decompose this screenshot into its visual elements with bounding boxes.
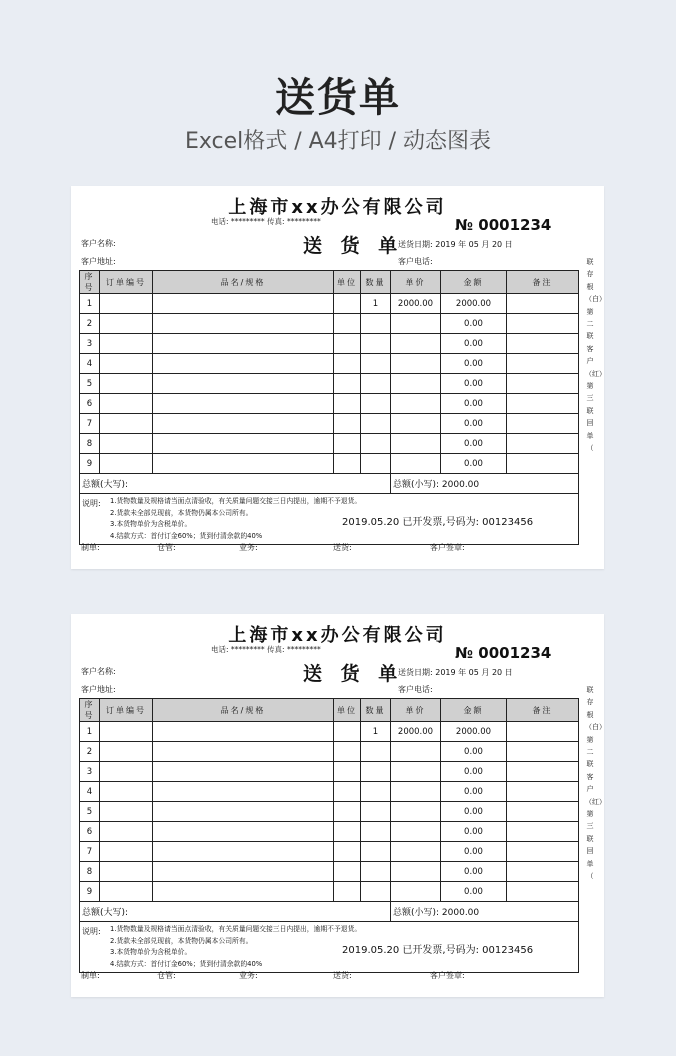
unit-cell[interactable]	[334, 862, 361, 882]
column-header: 数量	[361, 699, 391, 722]
product-spec-cell[interactable]	[153, 454, 334, 474]
product-spec-cell[interactable]	[153, 394, 334, 414]
row-number[interactable]: 5	[80, 802, 100, 822]
amount-cell[interactable]: 0.00	[441, 742, 507, 762]
column-header: 单位	[334, 271, 361, 294]
remark-cell[interactable]	[507, 802, 579, 822]
remark-cell[interactable]	[507, 294, 579, 314]
product-spec-cell[interactable]	[153, 414, 334, 434]
delivery-note-card-1	[71, 186, 604, 569]
unit-cell[interactable]	[334, 374, 361, 394]
notes-list	[110, 924, 361, 970]
table-row	[80, 802, 579, 822]
order-number-cell[interactable]	[100, 742, 153, 762]
column-header: 金额	[441, 699, 507, 722]
row-number[interactable]: 8	[80, 862, 100, 882]
total-upper-label: 总额(大写):	[80, 902, 391, 922]
order-number-cell[interactable]	[100, 842, 153, 862]
order-number-cell[interactable]	[100, 294, 153, 314]
order-number-cell[interactable]	[100, 862, 153, 882]
product-spec-cell[interactable]	[153, 374, 334, 394]
quantity-cell[interactable]	[361, 822, 391, 842]
signature-label: 客户签章:	[430, 543, 465, 552]
amount-cell[interactable]: 0.00	[441, 374, 507, 394]
column-header: 备注	[507, 699, 579, 722]
amount-cell[interactable]: 2000.00	[441, 294, 507, 314]
unit-cell[interactable]	[334, 722, 361, 742]
table-row	[80, 882, 579, 902]
unit-price-cell[interactable]	[391, 414, 441, 434]
unit-price-cell[interactable]	[391, 882, 441, 902]
unit-price-cell[interactable]	[391, 742, 441, 762]
document-number: № 0001234	[455, 644, 552, 662]
signature-label: 送货:	[333, 543, 352, 552]
amount-cell[interactable]: 0.00	[441, 334, 507, 354]
amount-cell[interactable]: 0.00	[441, 802, 507, 822]
amount-cell[interactable]: 0.00	[441, 782, 507, 802]
notes-list	[110, 496, 361, 542]
row-number[interactable]: 6	[80, 394, 100, 414]
row-number[interactable]: 5	[80, 374, 100, 394]
document-title: 送 货 单	[303, 663, 404, 685]
unit-cell[interactable]	[334, 354, 361, 374]
column-header: 序号	[80, 271, 100, 294]
unit-price-cell[interactable]	[391, 862, 441, 882]
column-header: 单价	[391, 271, 441, 294]
unit-price-cell[interactable]	[391, 762, 441, 782]
product-spec-cell[interactable]	[153, 882, 334, 902]
quantity-cell[interactable]	[361, 802, 391, 822]
unit-cell[interactable]	[334, 314, 361, 334]
customer-address-label: 客户地址:	[81, 257, 116, 266]
notes-cell	[80, 494, 579, 545]
order-number-cell[interactable]	[100, 394, 153, 414]
row-number[interactable]: 2	[80, 314, 100, 334]
product-spec-cell[interactable]	[153, 354, 334, 374]
items-table	[79, 270, 579, 545]
company-name: 上海市xx办公有限公司	[228, 625, 447, 646]
invoice-info: 2019.05.20 已开发票,号码为: 00123456	[342, 945, 534, 956]
table-row	[80, 762, 579, 782]
remark-cell[interactable]	[507, 314, 579, 334]
quantity-cell[interactable]	[361, 414, 391, 434]
company-contact: 电话: ********* 传真: *********	[211, 645, 321, 654]
signature-label: 业务:	[239, 971, 258, 980]
items-table	[79, 698, 579, 973]
remark-cell[interactable]	[507, 762, 579, 782]
product-spec-cell[interactable]	[153, 782, 334, 802]
remark-cell[interactable]	[507, 334, 579, 354]
remark-cell[interactable]	[507, 434, 579, 454]
table-row	[80, 822, 579, 842]
copy-designation: 联存根（白）第二联客户（红）第三联回单（	[585, 686, 606, 881]
product-spec-cell[interactable]	[153, 822, 334, 842]
quantity-cell[interactable]	[361, 742, 391, 762]
note-item: 4.结款方式：首付订金60%；货到付清余款的40%	[110, 531, 263, 540]
notes-label: 说明:	[82, 927, 101, 936]
table-row	[80, 294, 579, 314]
customer-address-label: 客户地址:	[81, 685, 116, 694]
amount-cell[interactable]: 0.00	[441, 882, 507, 902]
order-number-cell[interactable]	[100, 354, 153, 374]
column-header: 单位	[334, 699, 361, 722]
unit-cell[interactable]	[334, 394, 361, 414]
unit-price-cell[interactable]	[391, 394, 441, 414]
unit-price-cell[interactable]	[391, 314, 441, 334]
product-spec-cell[interactable]	[153, 742, 334, 762]
quantity-cell[interactable]	[361, 394, 391, 414]
amount-cell[interactable]: 0.00	[441, 394, 507, 414]
unit-cell[interactable]	[334, 414, 361, 434]
remark-cell[interactable]	[507, 414, 579, 434]
table-row	[80, 742, 579, 762]
remark-cell[interactable]	[507, 742, 579, 762]
document-title: 送 货 单	[303, 235, 404, 257]
product-spec-cell[interactable]	[153, 314, 334, 334]
remark-cell[interactable]	[507, 822, 579, 842]
amount-cell[interactable]: 0.00	[441, 454, 507, 474]
column-header: 备注	[507, 271, 579, 294]
table-row	[80, 314, 579, 334]
quantity-cell[interactable]	[361, 762, 391, 782]
table-row	[80, 414, 579, 434]
order-number-cell[interactable]	[100, 722, 153, 742]
delivery-note-card-2	[71, 614, 604, 997]
column-header: 序号	[80, 699, 100, 722]
row-number[interactable]: 2	[80, 742, 100, 762]
row-number[interactable]: 9	[80, 454, 100, 474]
unit-cell[interactable]	[334, 434, 361, 454]
signature-label: 制单:	[81, 543, 100, 552]
order-number-cell[interactable]	[100, 762, 153, 782]
quantity-cell[interactable]: 1	[361, 294, 391, 314]
unit-price-cell[interactable]	[391, 374, 441, 394]
customer-phone-label: 客户电话:	[398, 257, 433, 266]
invoice-info: 2019.05.20 已开发票,号码为: 00123456	[342, 517, 534, 528]
row-number[interactable]: 3	[80, 334, 100, 354]
product-spec-cell[interactable]	[153, 294, 334, 314]
row-number[interactable]: 7	[80, 842, 100, 862]
table-row	[80, 334, 579, 354]
row-number[interactable]: 8	[80, 434, 100, 454]
signature-label: 仓管:	[157, 971, 176, 980]
customer-name-label: 客户名称:	[81, 239, 116, 248]
row-number[interactable]: 4	[80, 782, 100, 802]
note-item: 4.结款方式：首付订金60%；货到付清余款的40%	[110, 959, 263, 968]
row-number[interactable]: 7	[80, 414, 100, 434]
page-subtitle: Excel格式 / A4打印 / 动态图表	[184, 129, 492, 154]
delivery-date: 送货日期: 2019 年 05 月 20 日	[398, 668, 513, 677]
signature-label: 业务:	[239, 543, 258, 552]
row-number[interactable]: 6	[80, 822, 100, 842]
table-row	[80, 842, 579, 862]
column-header: 单价	[391, 699, 441, 722]
quantity-cell[interactable]	[361, 314, 391, 334]
unit-cell[interactable]	[334, 334, 361, 354]
quantity-cell[interactable]	[361, 454, 391, 474]
company-contact: 电话: ********* 传真: *********	[211, 217, 321, 226]
order-number-cell[interactable]	[100, 334, 153, 354]
product-spec-cell[interactable]	[153, 862, 334, 882]
remark-cell[interactable]	[507, 374, 579, 394]
signature-label: 客户签章:	[430, 971, 465, 980]
order-number-cell[interactable]	[100, 882, 153, 902]
customer-phone-label: 客户电话:	[398, 685, 433, 694]
table-row	[80, 722, 579, 742]
unit-price-cell[interactable]	[391, 782, 441, 802]
customer-name-label: 客户名称:	[81, 667, 116, 676]
order-number-cell[interactable]	[100, 822, 153, 842]
column-header: 数量	[361, 271, 391, 294]
remark-cell[interactable]	[507, 454, 579, 474]
row-number[interactable]: 1	[80, 722, 100, 742]
table-row	[80, 374, 579, 394]
column-header: 品名/规格	[153, 271, 334, 294]
order-number-cell[interactable]	[100, 454, 153, 474]
unit-cell[interactable]	[334, 842, 361, 862]
column-header: 订单编号	[100, 699, 153, 722]
unit-price-cell[interactable]	[391, 454, 441, 474]
unit-price-cell[interactable]: 2000.00	[391, 722, 441, 742]
unit-cell[interactable]	[334, 822, 361, 842]
order-number-cell[interactable]	[100, 782, 153, 802]
company-name: 上海市xx办公有限公司	[228, 197, 447, 218]
amount-cell[interactable]: 2000.00	[441, 722, 507, 742]
note-item: 1.货物数量及规格请当面点清验收，有关质量问题交接三日内提出，逾期不予退货。	[110, 925, 362, 933]
note-item: 2.货款未全部兑现前，本货物仍属本公司所有。	[110, 936, 253, 945]
notes-label: 说明:	[82, 499, 101, 508]
unit-cell[interactable]	[334, 294, 361, 314]
amount-cell[interactable]: 0.00	[441, 822, 507, 842]
unit-cell[interactable]	[334, 882, 361, 902]
unit-cell[interactable]	[334, 762, 361, 782]
total-upper-label: 总额(大写):	[80, 474, 391, 494]
column-header: 金额	[441, 271, 507, 294]
column-header: 品名/规格	[153, 699, 334, 722]
quantity-cell[interactable]	[361, 374, 391, 394]
unit-price-cell[interactable]: 2000.00	[391, 294, 441, 314]
amount-cell[interactable]: 0.00	[441, 354, 507, 374]
quantity-cell[interactable]	[361, 842, 391, 862]
unit-price-cell[interactable]	[391, 334, 441, 354]
unit-cell[interactable]	[334, 742, 361, 762]
order-number-cell[interactable]	[100, 374, 153, 394]
table-row	[80, 862, 579, 882]
document-number: № 0001234	[455, 216, 552, 234]
note-item: 3.本货物单价为含税单价。	[110, 948, 192, 956]
row-number[interactable]: 3	[80, 762, 100, 782]
order-number-cell[interactable]	[100, 314, 153, 334]
amount-cell[interactable]: 0.00	[441, 842, 507, 862]
table-row	[80, 354, 579, 374]
order-number-cell[interactable]	[100, 802, 153, 822]
order-number-cell[interactable]	[100, 434, 153, 454]
unit-cell[interactable]	[334, 782, 361, 802]
remark-cell[interactable]	[507, 882, 579, 902]
total-lower: 总额(小写): 2000.00	[391, 902, 579, 922]
signature-label: 送货:	[333, 971, 352, 980]
product-spec-cell[interactable]	[153, 762, 334, 782]
product-spec-cell[interactable]	[153, 334, 334, 354]
quantity-cell[interactable]	[361, 882, 391, 902]
table-row	[80, 394, 579, 414]
signature-label: 制单:	[81, 971, 100, 980]
amount-cell[interactable]: 0.00	[441, 314, 507, 334]
row-number[interactable]: 9	[80, 882, 100, 902]
amount-cell[interactable]: 0.00	[441, 414, 507, 434]
amount-cell[interactable]: 0.00	[441, 762, 507, 782]
product-spec-cell[interactable]	[153, 842, 334, 862]
unit-cell[interactable]	[334, 802, 361, 822]
product-spec-cell[interactable]	[153, 434, 334, 454]
remark-cell[interactable]	[507, 722, 579, 742]
remark-cell[interactable]	[507, 394, 579, 414]
signature-label: 仓管:	[157, 543, 176, 552]
amount-cell[interactable]: 0.00	[441, 434, 507, 454]
unit-price-cell[interactable]	[391, 354, 441, 374]
remark-cell[interactable]	[507, 842, 579, 862]
table-row	[80, 454, 579, 474]
remark-cell[interactable]	[507, 354, 579, 374]
unit-price-cell[interactable]	[391, 802, 441, 822]
copy-designation: 联存根（白）第二联客户（红）第三联回单（	[585, 258, 606, 453]
table-row	[80, 434, 579, 454]
notes-cell	[80, 922, 579, 973]
quantity-cell[interactable]: 1	[361, 722, 391, 742]
remark-cell[interactable]	[507, 782, 579, 802]
quantity-cell[interactable]	[361, 862, 391, 882]
note-item: 3.本货物单价为含税单价。	[110, 520, 192, 528]
unit-price-cell[interactable]	[391, 434, 441, 454]
note-item: 1.货物数量及规格请当面点清验收，有关质量问题交接三日内提出，逾期不予退货。	[110, 497, 362, 505]
delivery-date: 送货日期: 2019 年 05 月 20 日	[398, 240, 513, 249]
unit-price-cell[interactable]	[391, 822, 441, 842]
quantity-cell[interactable]	[361, 334, 391, 354]
remark-cell[interactable]	[507, 862, 579, 882]
row-number[interactable]: 4	[80, 354, 100, 374]
quantity-cell[interactable]	[361, 434, 391, 454]
column-header: 订单编号	[100, 271, 153, 294]
product-spec-cell[interactable]	[153, 722, 334, 742]
table-row	[80, 782, 579, 802]
total-lower: 总额(小写): 2000.00	[391, 474, 579, 494]
order-number-cell[interactable]	[100, 414, 153, 434]
quantity-cell[interactable]	[361, 782, 391, 802]
unit-price-cell[interactable]	[391, 842, 441, 862]
amount-cell[interactable]: 0.00	[441, 862, 507, 882]
page-title: 送货单	[275, 75, 401, 121]
product-spec-cell[interactable]	[153, 802, 334, 822]
note-item: 2.货款未全部兑现前，本货物仍属本公司所有。	[110, 508, 253, 517]
quantity-cell[interactable]	[361, 354, 391, 374]
unit-cell[interactable]	[334, 454, 361, 474]
row-number[interactable]: 1	[80, 294, 100, 314]
